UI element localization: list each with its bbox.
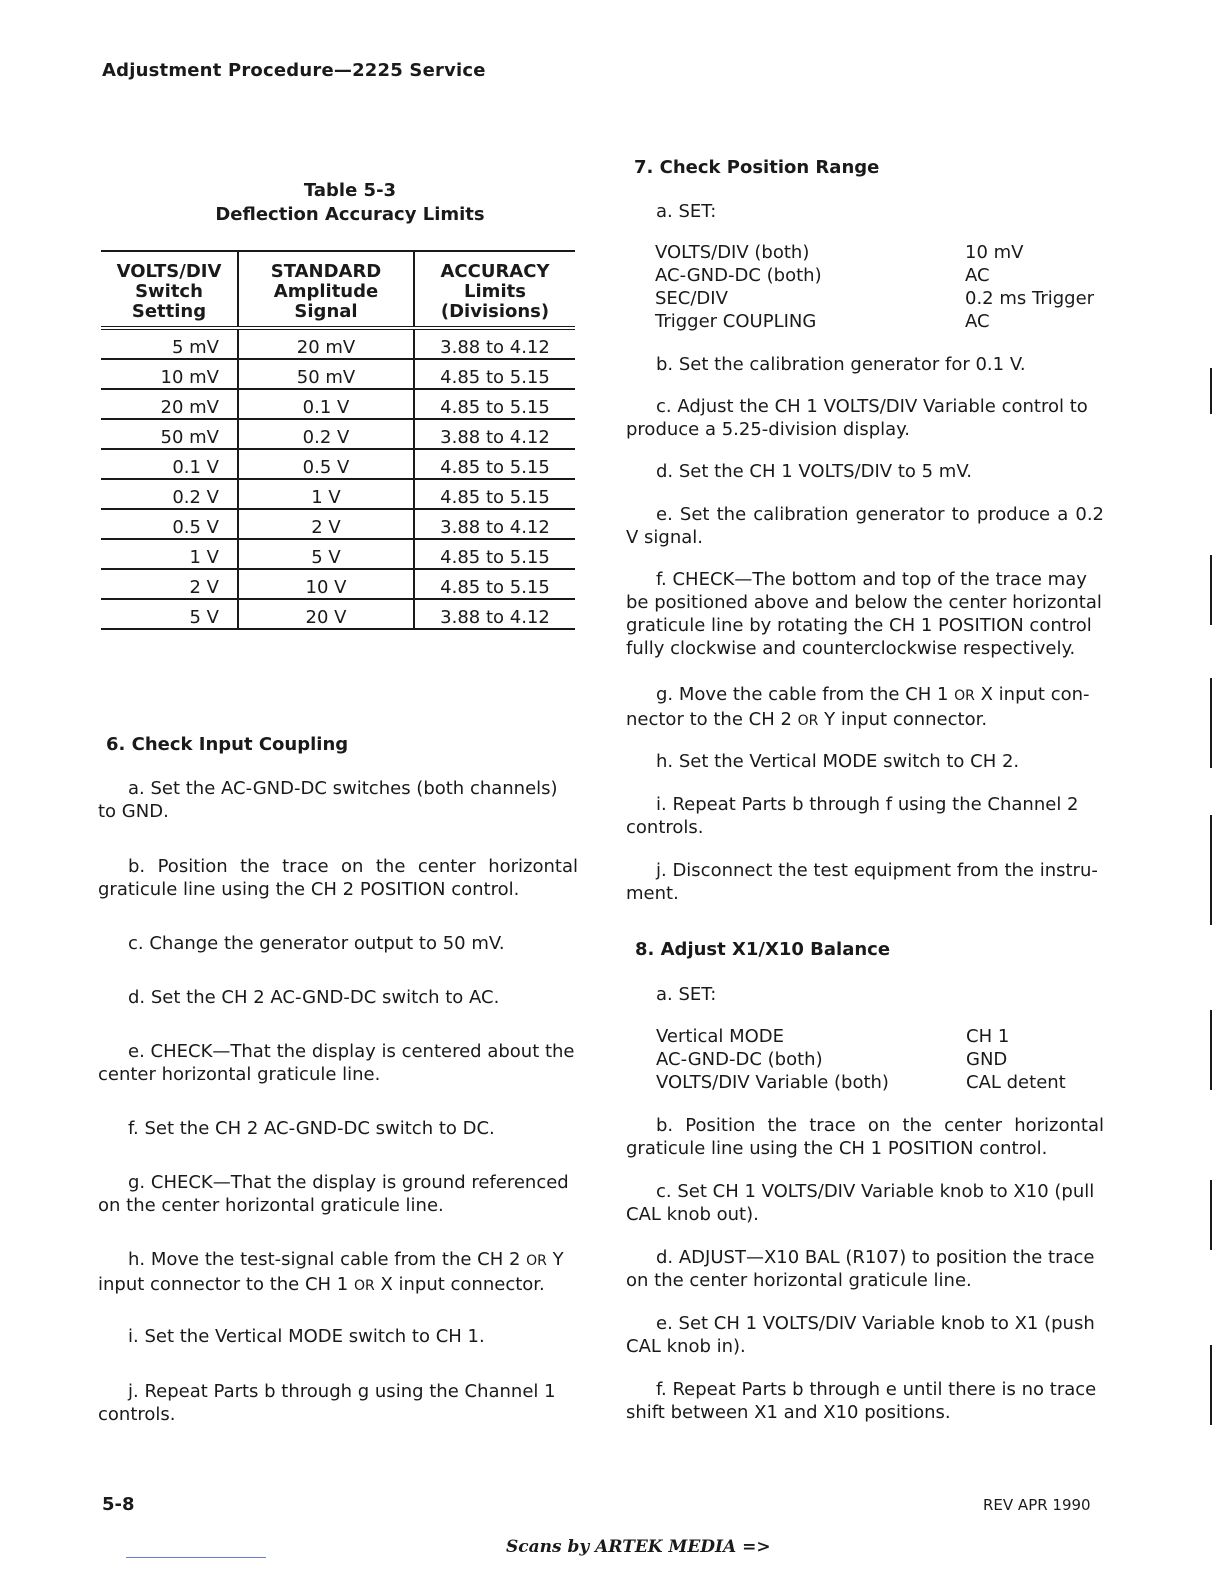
header-line: (Divisions) (440, 301, 550, 322)
header-line: Setting (131, 301, 207, 322)
section-7-step-d: d. Set the CH 1 VOLTS/DIV to 5 mV. (656, 461, 973, 482)
section-6-step-a: a. Set the AC-GND-DC switches (both channels) to GND. (98, 778, 558, 822)
cell-accuracy: 4.85 to 5.15 (414, 479, 575, 509)
or-smallcaps: OR (954, 688, 975, 704)
deflection-accuracy-table (101, 250, 575, 630)
cell-standard: 5 V (238, 539, 414, 569)
section-7-step-c: c. Adjust the CH 1 VOLTS/DIV Variable control to produce a 5.25-division display. (626, 396, 1088, 440)
setting-row (656, 1025, 1116, 1048)
setting-key: SEC/DIV (655, 288, 728, 309)
header-line: ACCURACY (440, 261, 550, 282)
section-8-step-d: d. ADJUST—X10 BAL (R107) to position the trace on the center horizontal graticule line. (626, 1247, 1095, 1291)
section-7-step-a: a. SET: (656, 201, 717, 222)
section-7-step-i: i. Repeat Parts b through f using the Channel 2 controls. (626, 794, 1079, 838)
section-8-step-f: f. Repeat Parts b through e until there is no trace shift between X1 and X10 positions. (626, 1379, 1097, 1423)
setting-key: AC-GND-DC (both) (655, 265, 822, 286)
cell-accuracy: 4.85 to 5.15 (414, 359, 575, 389)
table-title: Deflection Accuracy Limits (215, 204, 485, 225)
table-row (101, 359, 575, 389)
cell-volts: 2 V (101, 569, 238, 599)
text-run: g. Move the cable from the CH 1 (656, 684, 955, 705)
cell-volts: 0.2 V (101, 479, 238, 509)
cell-volts: 20 mV (101, 389, 238, 419)
page-header: Adjustment Procedure—2225 Service (102, 60, 486, 81)
cell-standard: 0.2 V (238, 419, 414, 449)
setting-value: CAL detent (966, 1072, 1066, 1093)
header-line: Switch (135, 281, 203, 302)
setting-key: VOLTS/DIV (both) (655, 242, 810, 263)
cell-accuracy: 4.85 to 5.15 (414, 449, 575, 479)
cell-accuracy: 4.85 to 5.15 (414, 389, 575, 419)
table-number: Table 5-3 (303, 180, 397, 201)
section-6-step-b: b. Position the trace on the center horizontal graticule line using the CH 2 POSITION control. (98, 856, 578, 900)
setting-row (655, 287, 1115, 310)
header-accuracy (414, 251, 575, 328)
setting-key: AC-GND-DC (both) (656, 1049, 823, 1070)
page-number: 5-8 (102, 1494, 135, 1515)
section-8-step-e: e. Set CH 1 VOLTS/DIV Variable knob to X1 (push CAL knob in). (626, 1313, 1095, 1357)
header-line: VOLTS/DIV (116, 261, 222, 282)
section-6-step-j: j. Repeat Parts b through g using the Channel 1 controls. (98, 1381, 556, 1425)
section-6-step-c: c. Change the generator output to 50 mV. (128, 933, 505, 954)
cell-accuracy: 3.88 to 4.12 (414, 599, 575, 629)
header-line: Signal (294, 301, 358, 322)
setting-row (655, 310, 1115, 333)
section-8-step-c: c. Set CH 1 VOLTS/DIV Variable knob to X10 (pull CAL knob out). (626, 1181, 1095, 1225)
setting-row (656, 1071, 1116, 1094)
cell-standard: 1 V (238, 479, 414, 509)
cell-volts: 50 mV (101, 419, 238, 449)
cell-standard: 2 V (238, 509, 414, 539)
setting-value: 10 mV (965, 242, 1024, 263)
table-row (101, 419, 575, 449)
cell-accuracy: 4.85 to 5.15 (414, 539, 575, 569)
revision-date: REV APR 1990 (983, 1496, 1091, 1514)
table-row (101, 569, 575, 599)
or-smallcaps: OR (797, 713, 819, 729)
section-7-settings (655, 241, 1115, 333)
change-bar (1210, 368, 1212, 414)
header-line: Amplitude (273, 281, 379, 302)
change-bar (1210, 555, 1212, 625)
cell-standard: 0.5 V (238, 449, 414, 479)
cell-volts: 10 mV (101, 359, 238, 389)
cell-volts: 5 mV (101, 328, 238, 359)
table-header-row (101, 251, 575, 328)
section-8-title: 8. Adjust X1/X10 Balance (635, 939, 891, 960)
setting-key: Vertical MODE (656, 1026, 785, 1047)
cell-standard: 50 mV (238, 359, 414, 389)
section-7-step-j: j. Disconnect the test equipment from the instru-ment. (626, 860, 1098, 904)
section-6-step-e: e. CHECK—That the display is centered about the center horizontal graticule line. (98, 1041, 575, 1085)
header-standard (238, 251, 414, 328)
header-volts-div (101, 251, 238, 328)
change-bar (1210, 1010, 1212, 1090)
text-run: h. Move the test-signal cable from the CH 2 (128, 1249, 527, 1270)
section-8-settings (656, 1025, 1116, 1094)
setting-key: VOLTS/DIV Variable (both) (656, 1072, 889, 1093)
text-run: Y input connector. (818, 709, 988, 730)
section-8-step-b: b. Position the trace on the center horizontal graticule line using the CH 1 POSITION control. (626, 1115, 1104, 1159)
change-bar (1210, 815, 1212, 925)
section-6-step-f: f. Set the CH 2 AC-GND-DC switch to DC. (128, 1118, 495, 1139)
table-row (101, 599, 575, 629)
text-run: Y input connector to the CH 1 (98, 1249, 564, 1295)
cell-standard: 10 V (238, 569, 414, 599)
setting-value: AC (965, 265, 990, 286)
cell-volts: 0.5 V (101, 509, 238, 539)
section-6-step-g: g. CHECK—That the display is ground referenced on the center horizontal graticule line. (98, 1172, 569, 1216)
cell-volts: 0.1 V (101, 449, 238, 479)
table-row (101, 539, 575, 569)
table-row (101, 479, 575, 509)
setting-row (656, 1048, 1116, 1071)
section-7-step-e: e. Set the calibration generator to produce a 0.2 V signal. (626, 504, 1104, 548)
section-7-step-h: h. Set the Vertical MODE switch to CH 2. (656, 751, 1020, 772)
table-row (101, 449, 575, 479)
cell-standard: 20 mV (238, 328, 414, 359)
footer-link-underline (126, 1557, 266, 1558)
setting-row (655, 264, 1115, 287)
section-7-step-f: f. CHECK—The bottom and top of the trace may be positioned above and below the center horizontal graticule line by rotating the CH 1 POSITION control fully clockwise and counterclockwise respectively. (626, 569, 1102, 659)
header-line: Limits (464, 281, 526, 302)
cell-accuracy: 3.88 to 4.12 (414, 419, 575, 449)
section-7-title: 7. Check Position Range (634, 157, 880, 178)
cell-accuracy: 4.85 to 5.15 (414, 569, 575, 599)
setting-key: Trigger COUPLING (655, 311, 817, 332)
table-row (101, 509, 575, 539)
text-run: X input connector. (374, 1274, 545, 1295)
cell-volts: 5 V (101, 599, 238, 629)
cell-accuracy: 3.88 to 4.12 (414, 328, 575, 359)
section-6-step-h (98, 1248, 578, 1298)
change-bar (1210, 1180, 1212, 1250)
section-6-title: 6. Check Input Coupling (106, 734, 349, 755)
section-7-step-b: b. Set the calibration generator for 0.1 V. (656, 354, 1026, 375)
table-row (101, 328, 575, 359)
setting-value: GND (966, 1049, 1008, 1070)
header-line: STANDARD (270, 261, 382, 282)
section-8-step-a: a. SET: (656, 984, 717, 1005)
section-6-step-i: i. Set the Vertical MODE switch to CH 1. (128, 1326, 485, 1347)
cell-accuracy: 3.88 to 4.12 (414, 509, 575, 539)
cell-volts: 1 V (101, 539, 238, 569)
setting-value: AC (965, 311, 990, 332)
change-bar (1210, 1345, 1212, 1425)
cell-standard: 0.1 V (238, 389, 414, 419)
scan-credit: Scans by ARTEK MEDIA => (506, 1537, 771, 1557)
text-run: X input con-nector to the CH 2 (626, 684, 1090, 730)
change-bar (1210, 678, 1212, 768)
setting-row (655, 241, 1115, 264)
section-6-step-d: d. Set the CH 2 AC-GND-DC switch to AC. (128, 987, 500, 1008)
or-smallcaps: OR (526, 1253, 547, 1269)
section-7-step-g (626, 683, 1104, 733)
setting-value: CH 1 (966, 1026, 1010, 1047)
table-row (101, 389, 575, 419)
cell-standard: 20 V (238, 599, 414, 629)
setting-value: 0.2 ms Trigger (965, 288, 1095, 309)
or-smallcaps: OR (353, 1278, 375, 1294)
